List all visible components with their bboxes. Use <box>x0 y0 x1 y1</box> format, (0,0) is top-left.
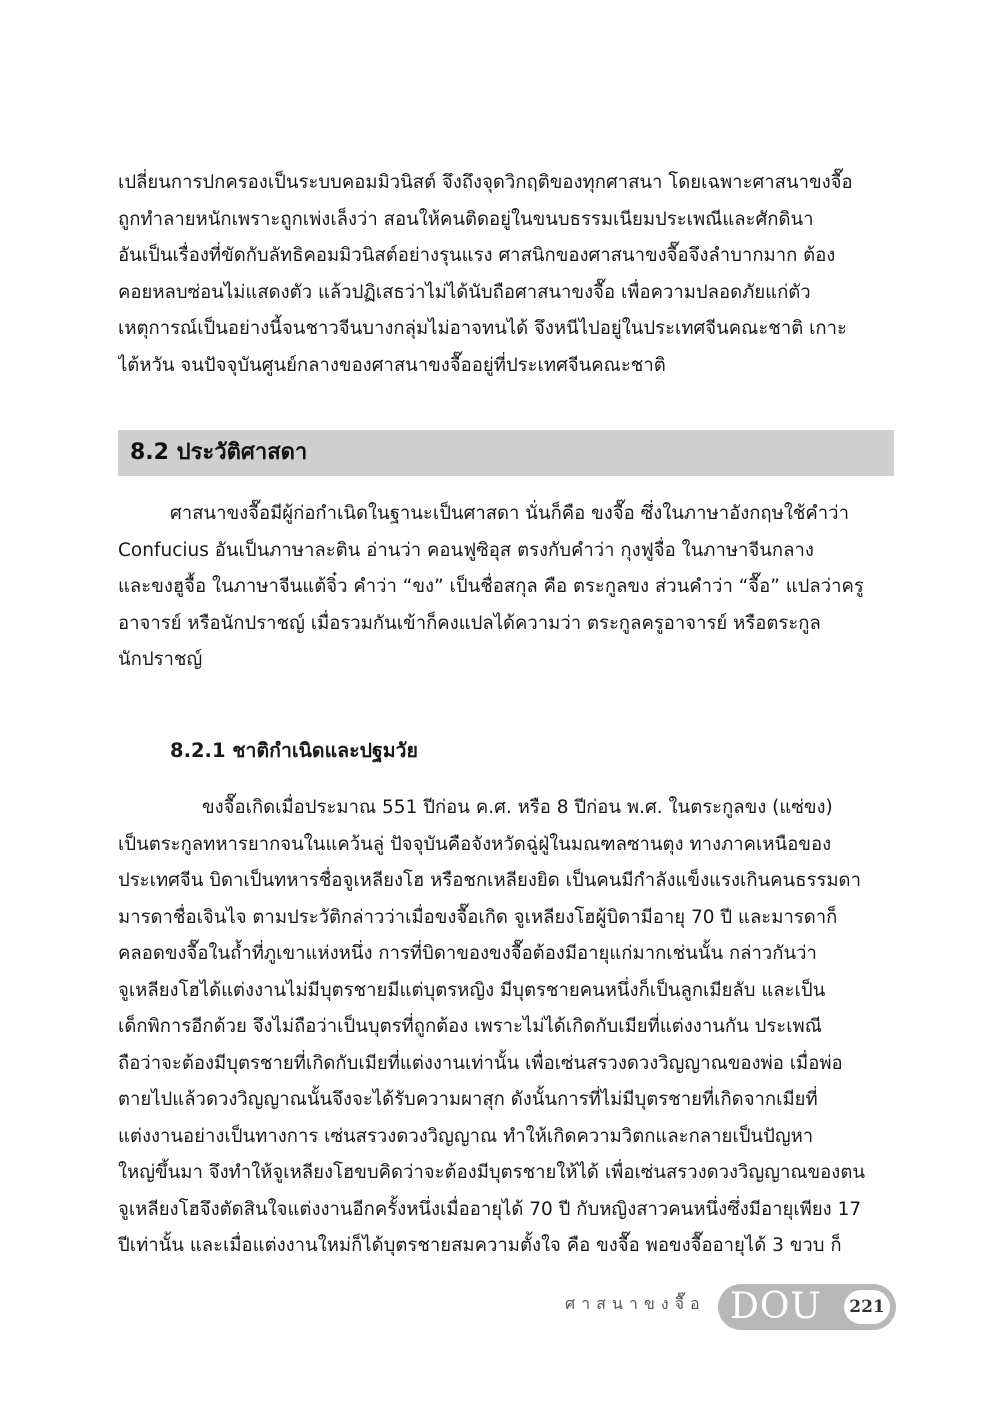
text-line: เหตุการณ์เป็นอย่างนี้จนชาวจีนบางกลุ่มไม่อาจทนได้ จึงหนีไปอยู่ในประเทศจีนคณะชาติ เกาะ <box>118 318 847 339</box>
footer-book-title: ศาสนาขงจื๊อ <box>565 1294 706 1313</box>
text-line: คอยหลบซ่อนไม่แสดงตัว แล้วปฏิเสธว่าไม่ได้นับถือศาสนาขงจื๊อ เพื่อความปลอดภัยแก่ตัว <box>118 281 811 303</box>
section-title: 8.2 ประวัติศาสดา <box>130 440 308 465</box>
section-heading-bar <box>118 430 894 476</box>
text-line: นักปราชญ์ <box>118 649 203 670</box>
page-number: 221 <box>844 1290 890 1324</box>
text-line: จูเหลียงโฮจึงตัดสินใจแต่งงานอีกครั้งหนึ่งเมื่ออายุได้ 70 ปี กับหญิงสาวคนหนึ่งซึ่งมีอายุเพียง 17 <box>118 1198 862 1220</box>
text-line: และขงฮูจื้อ ในภาษาจีนแต้จิ๋ว คำว่า “ขง” เป็นชื่อสกุล คือ ตระกูลขง ส่วนคำว่า “จื๊อ” แปลว่าครู <box>118 576 864 597</box>
paragraph-intro <box>118 165 896 384</box>
text-line: Confucius อันเป็นภาษาละติน อ่านว่า คอนฟูซิอุส ตรงกับคำว่า กุงฟูจื่อ ในภาษาจีนกลาง <box>118 539 814 561</box>
paragraph-birth <box>118 790 896 1265</box>
paragraph-founder <box>118 496 896 679</box>
subsection-title: 8.2.1 ชาติกำเนิดและปฐมวัย <box>170 739 418 762</box>
text-line: ถูกทำลายหนักเพราะถูกเพ่งเล็งว่า สอนให้คนติดอยู่ในขนบธรรมเนียมประเพณีและศักดินา <box>118 208 814 230</box>
text-line: ไต้หวัน จนปัจจุบันศูนย์กลางของศาสนาขงจื๊ออยู่ที่ประเทศจีนคณะชาติ <box>118 354 666 376</box>
text-line: คลอดขงจื๊อในถ้ำที่ภูเขาแห่งหนึ่ง การที่บิดาของขงจื๊อต้องมีอายุแก่มากเช่นนั้น กล่าวกันว่า <box>118 943 817 964</box>
text-line: ตายไปแล้วดวงวิญญาณนั้นจึงจะได้รับความผาสุก ดังนั้นการที่ไม่มีบุตรชายที่เกิดจากเมียที่ <box>118 1089 818 1110</box>
text-line: เป็นตระกูลทหารยากจนในแคว้นลู่ ปัจจุบันคือจังหวัดฉู่ฝู่ในมณฑลซานตุง ทางภาคเหนือของ <box>118 833 832 855</box>
text-line: ประเทศจีน บิดาเป็นทหารชื่อจูเหลียงโฮ หรือชกเหลียงยิด เป็นคนมีกำลังแข็งแรงเกินคนธรรมดา <box>118 870 861 891</box>
text-line: มารดาชื่อเจินไจ ตามประวัติกล่าวว่าเมื่อขงจื๊อเกิด จูเหลียงโฮผู้บิดามีอายุ 70 ปี และมารดาก็ <box>118 906 838 928</box>
text-line: ใหญ่ขึ้นมา จึงทำให้จูเหลียงโฮขบคิดว่าจะต้องมีบุตรชายให้ได้ เพื่อเซ่นสรวงดวงวิญญาณของตน <box>118 1162 865 1183</box>
text-line: ถือว่าจะต้องมีบุตรชายที่เกิดกับเมียที่แต่งงานเท่านั้น เพื่อเซ่นสรวงดวงวิญญาณของพ่อ เมื่อพ่อ <box>118 1052 843 1074</box>
text-line: ขงจื๊อเกิดเมื่อประมาณ 551 ปีก่อน ค.ศ. หรือ 8 ปีก่อน พ.ศ. ในตระกูลขง (แซ่ขง) <box>202 797 833 818</box>
text-line: อันเป็นเรื่องที่ขัดกับลัทธิคอมมิวนิสต์อย่างรุนแรง ศาสนิกของศาสนาขงจื๊อจึงลำบากมาก ต้อง <box>118 245 836 266</box>
dou-logo-text: DOU <box>730 1286 822 1327</box>
text-line: อาจารย์ หรือนักปราชญ์ เมื่อรวมกันเข้าก็คงแปลได้ความว่า ตระกูลครูอาจารย์ หรือตระกูล <box>118 612 821 634</box>
text-line: จูเหลียงโฮได้แต่งงานไม่มีบุตรชายมีแต่บุตรหญิง มีบุตรชายคนหนึ่งก็เป็นลูกเมียลับ และเป็น <box>118 979 826 1001</box>
text-line: แต่งงานอย่างเป็นทางการ เซ่นสรวงดวงวิญญาณ ทำให้เกิดความวิตกและกลายเป็นปัญหา <box>118 1125 814 1147</box>
text-line: เด็กพิการอีกด้วย จึงไม่ถือว่าเป็นบุตรที่ถูกต้อง เพราะไม่ได้เกิดกับเมียที่แต่งงานกัน ประเพณี <box>118 1016 822 1037</box>
text-line: เปลี่ยนการปกครองเป็นระบบคอมมิวนิสต์ จึงถึงจุดวิกฤติของทุกศาสนา โดยเฉพาะศาสนาขงจื๊อ <box>118 172 853 193</box>
dou-logo-badge <box>718 1284 896 1330</box>
text-line: ศาสนาขงจื๊อมีผู้ก่อกำเนิดในฐานะเป็นศาสดา นั่นก็คือ ขงจื๊อ ซึ่งในภาษาอังกฤษใช้คำว่า <box>170 503 849 524</box>
text-line: ปีเท่านั้น และเมื่อแต่งงานใหม่ก็ได้บุตรชายสมความตั้งใจ คือ ขงจื๊อ พอขงจื๊ออายุได้ 3 ขวบ ก็ <box>118 1235 842 1256</box>
